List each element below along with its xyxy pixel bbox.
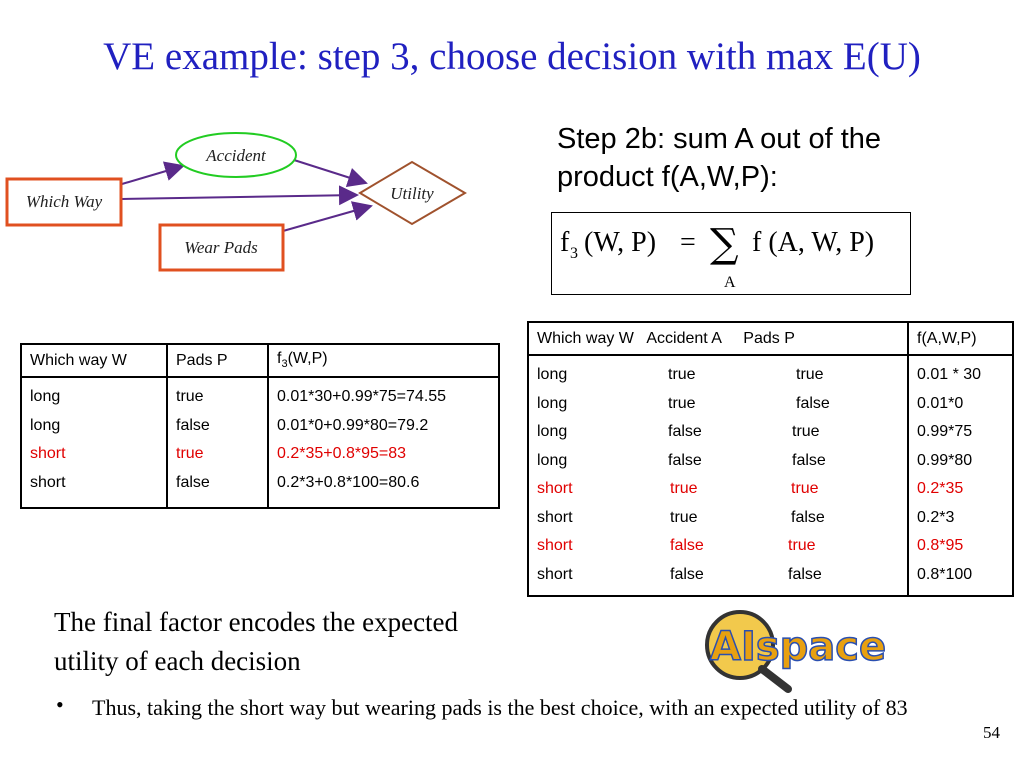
conclusion-bullet: Thus, taking the short way but wearing pads is the best choice, with an expected utility of 83 [92, 695, 908, 720]
cell-way: short [21, 469, 167, 509]
table-row [528, 504, 1013, 533]
cell-way: short [21, 440, 167, 469]
cell-value: 0.99*75 [908, 418, 1013, 447]
cell-value: 0.8*95 [908, 532, 1013, 561]
cell-value: 0.01*0+0.99*80=79.2 [268, 412, 499, 441]
cell-vars: long true true [528, 355, 908, 390]
cell-value: 0.2*35 [908, 475, 1013, 504]
cell-value: 0.8*100 [908, 561, 1013, 597]
arrow-whichway-accident [122, 166, 183, 184]
formula-rhs: f (A, W, P) [752, 227, 875, 258]
header-pads: Pads P [167, 344, 268, 377]
cell-value: 0.99*80 [908, 447, 1013, 476]
page-number: 54 [983, 723, 1000, 742]
node-accident-label: Accident [206, 146, 266, 165]
formula-lhs-sub: 3 [570, 245, 578, 262]
cell-vars: long false true [528, 418, 908, 447]
cell-vars: long false false [528, 447, 908, 476]
table-row [528, 561, 1013, 597]
formula-sum-subscript: A [724, 274, 736, 291]
cell-value: 0.2*35+0.8*95=83 [268, 440, 499, 469]
formula-equals: = [680, 227, 696, 258]
table-row [21, 377, 499, 412]
table-row [528, 447, 1013, 476]
logo-wordmark: AIspace [710, 624, 887, 670]
cell-pads: true [167, 377, 268, 412]
cell-pads: false [167, 469, 268, 509]
cell-value: 0.01 * 30 [908, 355, 1013, 390]
header-f-awp: f(A,W,P) [908, 322, 1013, 355]
table-row [21, 469, 499, 509]
node-wear-pads-label: Wear Pads [184, 238, 258, 257]
magnifier-handle [762, 669, 788, 689]
cell-pads: true [167, 440, 268, 469]
header-combined: Which way W Accident A Pads P [528, 322, 908, 355]
arrow-accident-utility [294, 160, 366, 183]
table-row [528, 355, 1013, 390]
cell-value: 0.2*3 [908, 504, 1013, 533]
node-which-way-label: Which Way [25, 192, 103, 211]
node-utility-label: Utility [390, 184, 434, 203]
table-row [21, 412, 499, 441]
formula-sum-symbol: ∑ [710, 221, 739, 267]
header-which-way: Which way W [21, 344, 167, 377]
table-row-best [21, 440, 499, 469]
formula-box [551, 212, 911, 295]
cell-value: 0.01*30+0.99*75=74.55 [268, 377, 499, 412]
cell-vars: short true false [528, 504, 908, 533]
bullet-marker: • [56, 692, 64, 717]
table-header-row [528, 322, 1013, 355]
cell-vars: long true false [528, 390, 908, 419]
table-row-highlight [528, 532, 1013, 561]
step-description: Step 2b: sum A out of the product f(A,W,P): [557, 123, 882, 193]
cell-value: 0.2*3+0.8*100=80.6 [268, 469, 499, 509]
aispace-logo [700, 605, 905, 695]
table-row-highlight [528, 475, 1013, 504]
decision-network-diagram [0, 110, 480, 280]
final-factor-text: The final factor encodes the expected utility of each decision [54, 607, 459, 676]
formula-lhs-args: (W, P) [584, 227, 657, 258]
cell-way: long [21, 412, 167, 441]
cell-vars: short true true [528, 475, 908, 504]
formula-lhs-f: f [560, 227, 570, 258]
cell-value: 0.01*0 [908, 390, 1013, 419]
cell-vars: short false true [528, 532, 908, 561]
header-f3: $f_3(W,P)$ [268, 344, 499, 377]
factor-f3-table [20, 343, 500, 509]
product-factor-table [527, 321, 1014, 597]
slide-title: VE example: step 3, choose decision with max E(U) [103, 35, 921, 78]
arrow-whichway-utility [122, 195, 357, 199]
arrow-wearpads-utility [283, 206, 371, 231]
cell-pads: false [167, 412, 268, 441]
table-row [528, 390, 1013, 419]
sum-formula [552, 213, 910, 294]
cell-way: long [21, 377, 167, 412]
cell-vars: short false false [528, 561, 908, 597]
table-header-row [21, 344, 499, 377]
table-row [528, 418, 1013, 447]
